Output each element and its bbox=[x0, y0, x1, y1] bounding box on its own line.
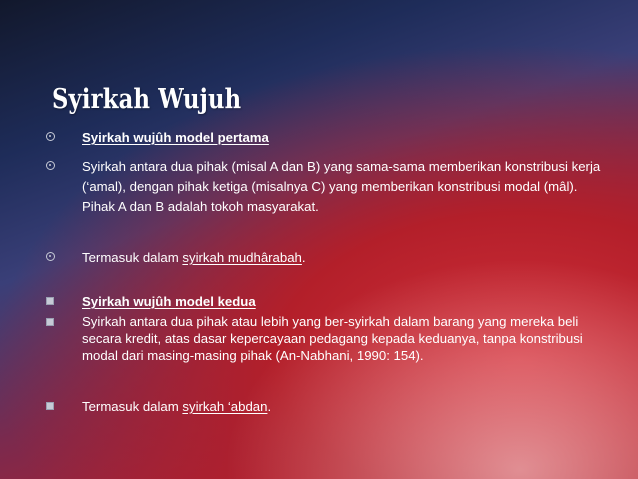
circle-bullet-icon bbox=[46, 252, 55, 261]
syirkah-mudharabah-link[interactable]: syirkah mudhârabah bbox=[182, 250, 302, 265]
note-suffix: . bbox=[301, 250, 306, 265]
section2-body: Syirkah antara dua pihak atau lebih yang ber-syirkah dalam barang yang mereka beli secara kredit, atas dasar kepercayaan pedagang kepada keduanya, tanpa konstribusi modal dari masing-masing pihak (An-Nabhani, 1990: 154). bbox=[82, 314, 583, 363]
square-bullet-icon bbox=[46, 318, 54, 326]
circle-bullet-icon bbox=[46, 161, 55, 170]
note-prefix: Termasuk dalam bbox=[82, 399, 183, 414]
section2-heading: Syirkah wujûh model kedua bbox=[82, 294, 256, 309]
syirkah-abdan-link[interactable]: syirkah ‘abdan bbox=[182, 399, 268, 414]
note-suffix: . bbox=[267, 399, 272, 414]
square-bullet-icon bbox=[46, 297, 54, 305]
section1-heading: Syirkah wujûh model pertama bbox=[82, 130, 269, 145]
section2-note bbox=[82, 397, 602, 417]
section1-note bbox=[82, 248, 602, 268]
square-bullet-icon bbox=[46, 402, 54, 410]
slide-title: Syirkah Wujuh bbox=[52, 84, 242, 115]
note-prefix: Termasuk dalam bbox=[82, 250, 183, 265]
section1-body: Syirkah antara dua pihak (misal A dan B) yang sama-sama memberikan konstribusi kerja (‘amal), dengan pihak ketiga (misalnya C) yang memberikan konstribusi modal (mâl). Pihak A dan B adalah tokoh masyarakat. bbox=[82, 159, 601, 214]
circle-bullet-icon bbox=[46, 132, 55, 141]
